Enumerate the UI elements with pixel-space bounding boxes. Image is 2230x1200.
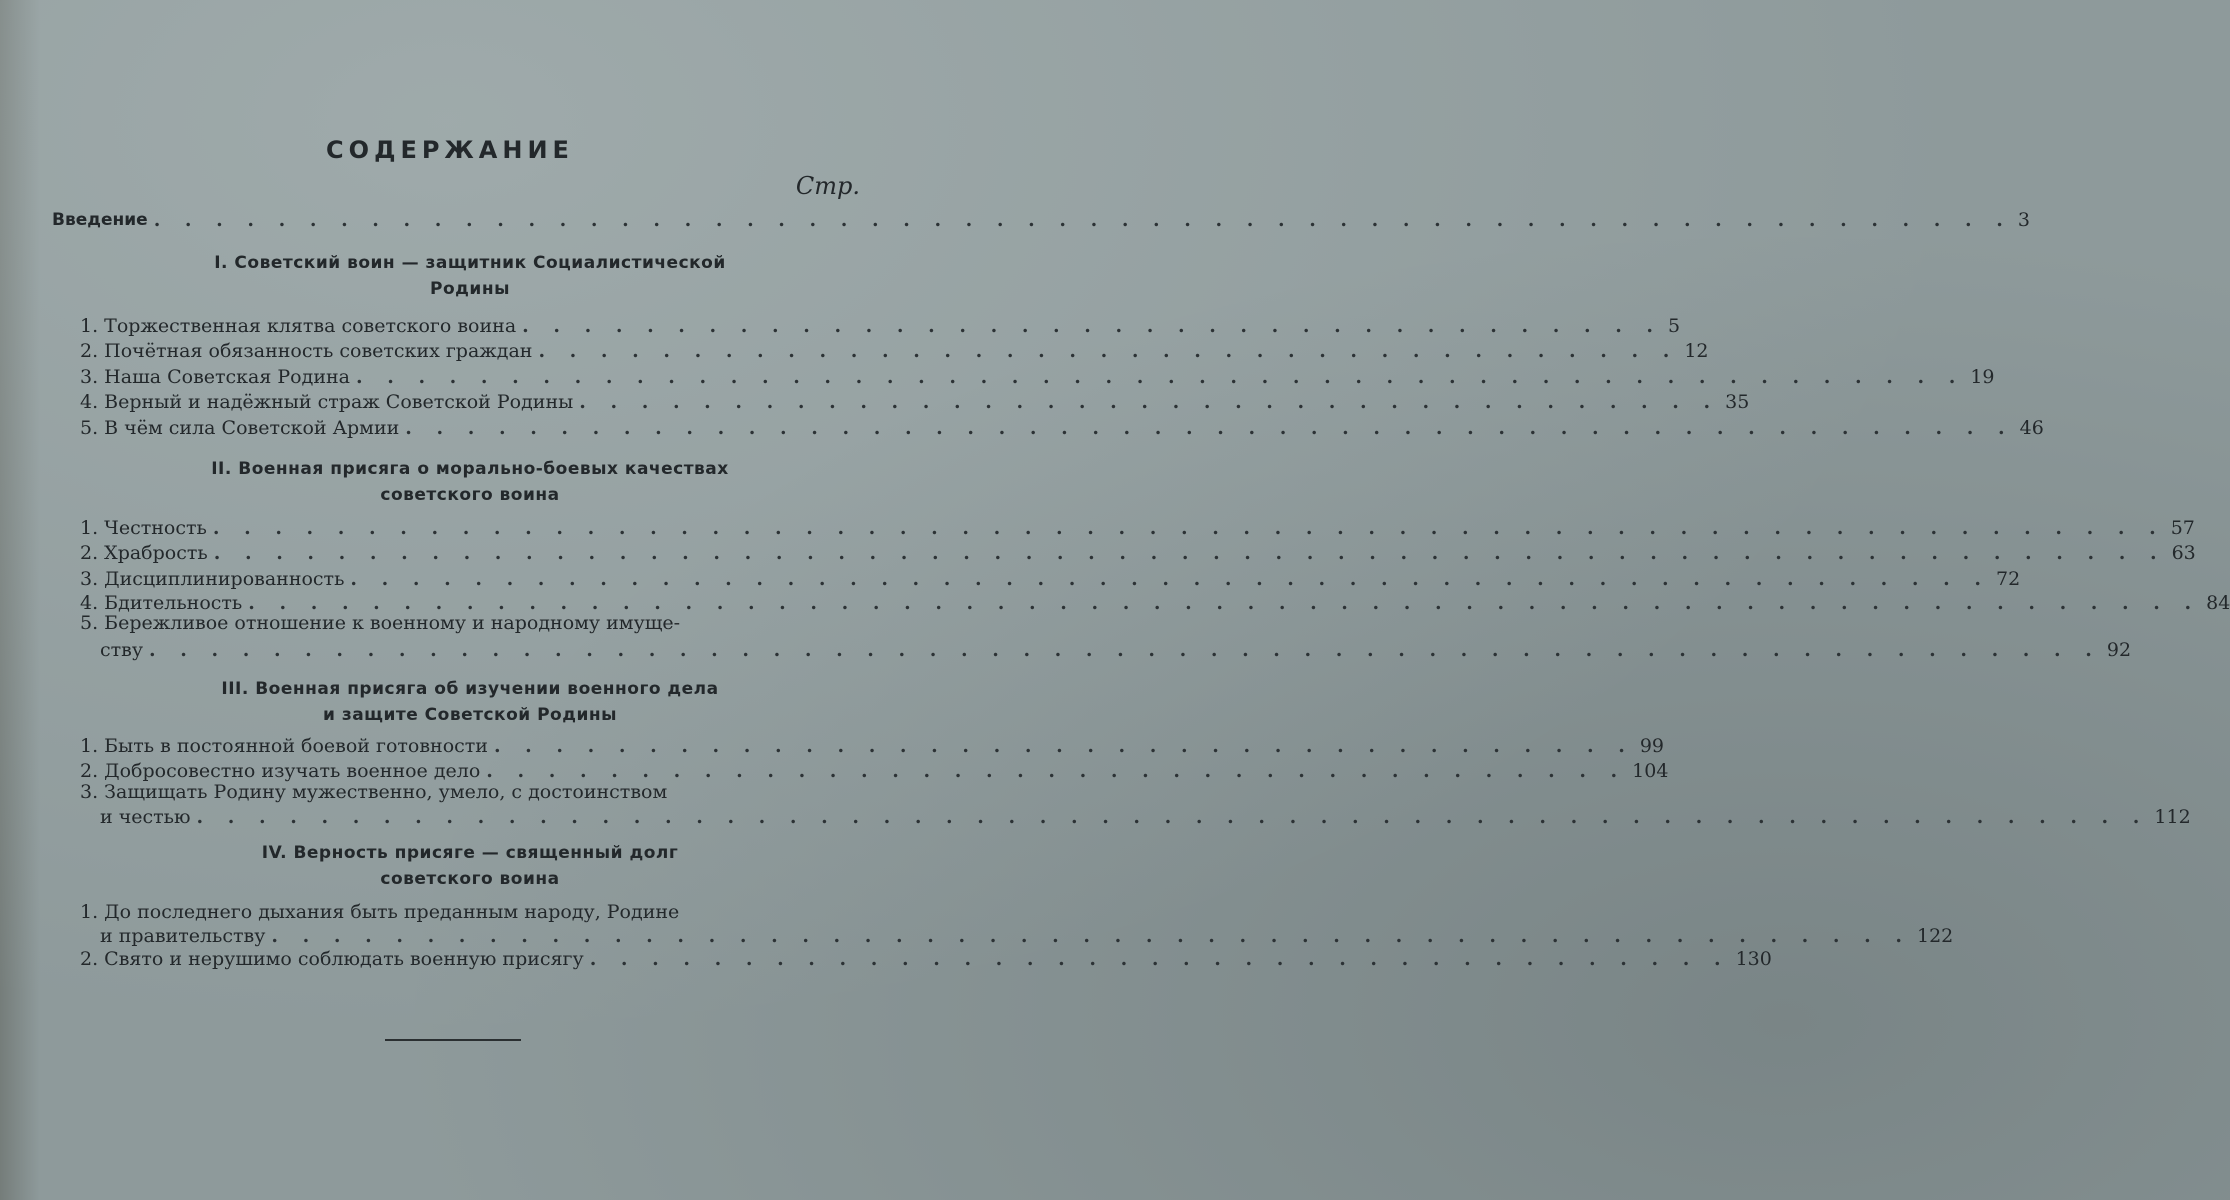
toc-entry-line1: [80, 611, 852, 635]
chapter-heading-line: Родины: [430, 279, 510, 299]
leader-dots: . . . . . . . . . . . . . . . . . . . . . . . . . . . . . . . . . . . . . . . . . . . . . . . . . . . . .: [350, 568, 1990, 590]
leader-dots: . . . . . . . . . . . . . . . . . . . . . . . . . . . . . . . . . . . . .: [522, 315, 1663, 337]
toc-entry: [100, 636, 2132, 662]
leader-dots: . . . . . . . . . . . . . . . . . . . . . . . . . . . . . . . . . . . . .: [579, 391, 1720, 413]
leader-dots: . . . . . . . . . . . . . . . . . . . . . . . . . . . . . . . . . . . . .: [538, 340, 1679, 362]
toc-entry: [80, 312, 1681, 338]
chapter-heading-line: IV. Верность присяге — священный долг: [261, 843, 679, 863]
toc-entry-label: 4. Бдительность: [80, 592, 243, 614]
toc-entry: [80, 414, 2044, 440]
toc-entry: [80, 565, 2021, 591]
toc-entry-label: и правительству: [100, 925, 266, 947]
leader-dots: . . . . . . . . . . . . . . . . . . . . . . . . . . . . . . . . . . . . . . . . . . . . . . . . . . . . .: [271, 925, 1911, 947]
chapter-heading-line: и защите Советской Родины: [322, 705, 617, 725]
toc-entry-label: Введение: [52, 210, 148, 230]
chapter-heading-line: советского воина: [380, 485, 560, 505]
leader-dots: . . . . . . . . . . . . . . . . . . . . . . . . . . . . . . . . . . . . . . . . . . . . . . . . . . . .: [355, 366, 1965, 388]
toc-page-number: 12: [1684, 340, 1709, 362]
toc-entry-label: 3. Дисциплинированность: [80, 568, 345, 590]
chapter-heading-1: [120, 250, 820, 302]
toc-entry: [80, 363, 1995, 389]
chapter-heading-4: [120, 840, 820, 892]
toc-page-number: 130: [1735, 948, 1772, 970]
toc-entry-label: 2. Почётная обязанность советских граждан: [80, 340, 533, 362]
toc-entry-line1: [80, 900, 852, 924]
closing-rule: [385, 1039, 521, 1041]
toc-page-number: 35: [1725, 391, 1750, 413]
toc-page-number: 63: [2171, 542, 2196, 564]
toc-entry-label: и честью: [100, 806, 191, 828]
leader-dots: . . . . . . . . . . . . . . . . . . . . . . . . . . . . . . . . . . . . . . . . . . . . . . . . . . . . . . . . . . . . . . .: [213, 542, 2166, 564]
toc-entry: [100, 803, 2191, 829]
toc-entry-label: 5. В чём сила Советской Армии: [80, 417, 400, 439]
chapter-heading-line: советского воина: [380, 869, 560, 889]
toc-page-number: 122: [1916, 925, 1954, 947]
leader-dots: . . . . . . . . . . . . . . . . . . . . . . . . . . . . . . . . . . . . . . . . . . . . . . . . . . . . . . . . . . . . . . .: [248, 592, 2201, 614]
chapter-heading-3: [120, 676, 820, 728]
toc-page-number: 3: [2017, 209, 2030, 231]
chapter-heading-line: II. Военная присяга о морально-боевых качествах: [211, 459, 729, 479]
toc-entry-label: 2. Храбрость: [80, 542, 208, 564]
toc-entry-label: 1. До последнего дыхания быть преданным народу, Родине: [80, 901, 680, 923]
toc-entry: [80, 539, 2196, 565]
toc-entry-line1: [80, 780, 852, 804]
toc-entry-label: 2. Свято и нерушимо соблюдать военную присягу: [80, 948, 584, 970]
toc-entry: [80, 514, 2195, 540]
toc-entry: [80, 732, 1665, 758]
leader-dots: . . . . . . . . . . . . . . . . . . . . . . . . . . . . . . . . . . . . . . . . . . . . . . . . . . . .: [405, 417, 2014, 439]
toc-entry: [80, 388, 1750, 414]
leader-dots: . . . . . . . . . . . . . . . . . . . . . . . . . . . . . . . . . . . . . . . . . . . . . . . . . . . . . . . . . . . . . . .: [196, 806, 2149, 828]
chapter-heading-line: I. Советский воин — защитник Социалистической: [214, 253, 726, 273]
chapter-heading-line: III. Военная присяга об изучении военного дела: [221, 679, 719, 699]
toc-entry: [80, 337, 1709, 363]
toc-entry-label: 1. Честность: [80, 517, 207, 539]
chapter-heading-2: [120, 456, 820, 508]
toc-entry-label: 2. Добросовестно изучать военное дело: [80, 760, 481, 782]
toc-entry-intro: [52, 206, 2030, 232]
toc-entry-label: 1. Быть в постоянной боевой готовности: [80, 735, 488, 757]
toc-page-number: 46: [2019, 417, 2044, 439]
toc-entry-label: 3. Защищать Родину мужественно, умело, с достоинством: [80, 781, 668, 803]
toc-page-number: 99: [1639, 735, 1665, 757]
page-column-label: Стр.: [795, 172, 860, 200]
page-title: СОДЕРЖАНИЕ: [326, 136, 574, 164]
toc-page-number: 92: [2106, 639, 2132, 661]
toc-page-number: 84: [2206, 592, 2230, 614]
leader-dots: . . . . . . . . . . . . . . . . . . . . . . . . . . . . . . . . . . . . . . . . . . . . . . . . . . . . . . . . . . . . . . .: [149, 639, 2101, 661]
leader-dots: . . . . . . . . . . . . . . . . . . . . . . . . . . . . . . . . . . . . .: [486, 760, 1627, 782]
toc-page-number: 104: [1632, 760, 1669, 782]
toc-entry-label: 1. Торжественная клятва советского воина: [80, 315, 517, 337]
leader-dots: . . . . . . . . . . . . . . . . . . . . . . . . . . . . . . . . . . . . . . . . . . . . . . . . . . . . . . . . . . . . . . .: [212, 517, 2165, 539]
toc-page-number: 112: [2154, 806, 2191, 828]
toc-entry: [80, 945, 1772, 971]
toc-page-number: 57: [2170, 517, 2195, 539]
toc-page-number: 19: [1970, 366, 1995, 388]
toc-entry-label: 3. Наша Советская Родина: [80, 366, 350, 388]
leader-dots: . . . . . . . . . . . . . . . . . . . . . . . . . . . . . . . . . . . . . . . . . . . . . . . . . . . . . . . . . . . .: [153, 209, 2012, 231]
toc-entry-label: 4. Верный и надёжный страж Советской Родины: [80, 391, 574, 413]
leader-dots: . . . . . . . . . . . . . . . . . . . . . . . . . . . . . . . . . . . . .: [589, 948, 1730, 970]
toc-entry-label: ству: [100, 639, 144, 661]
leader-dots: . . . . . . . . . . . . . . . . . . . . . . . . . . . . . . . . . . . . .: [493, 735, 1634, 757]
toc-entry-label: 5. Бережливое отношение к военному и народному имуще-: [80, 612, 681, 634]
toc-page-number: 5: [1668, 315, 1681, 337]
toc-page-number: 72: [1995, 568, 2021, 590]
